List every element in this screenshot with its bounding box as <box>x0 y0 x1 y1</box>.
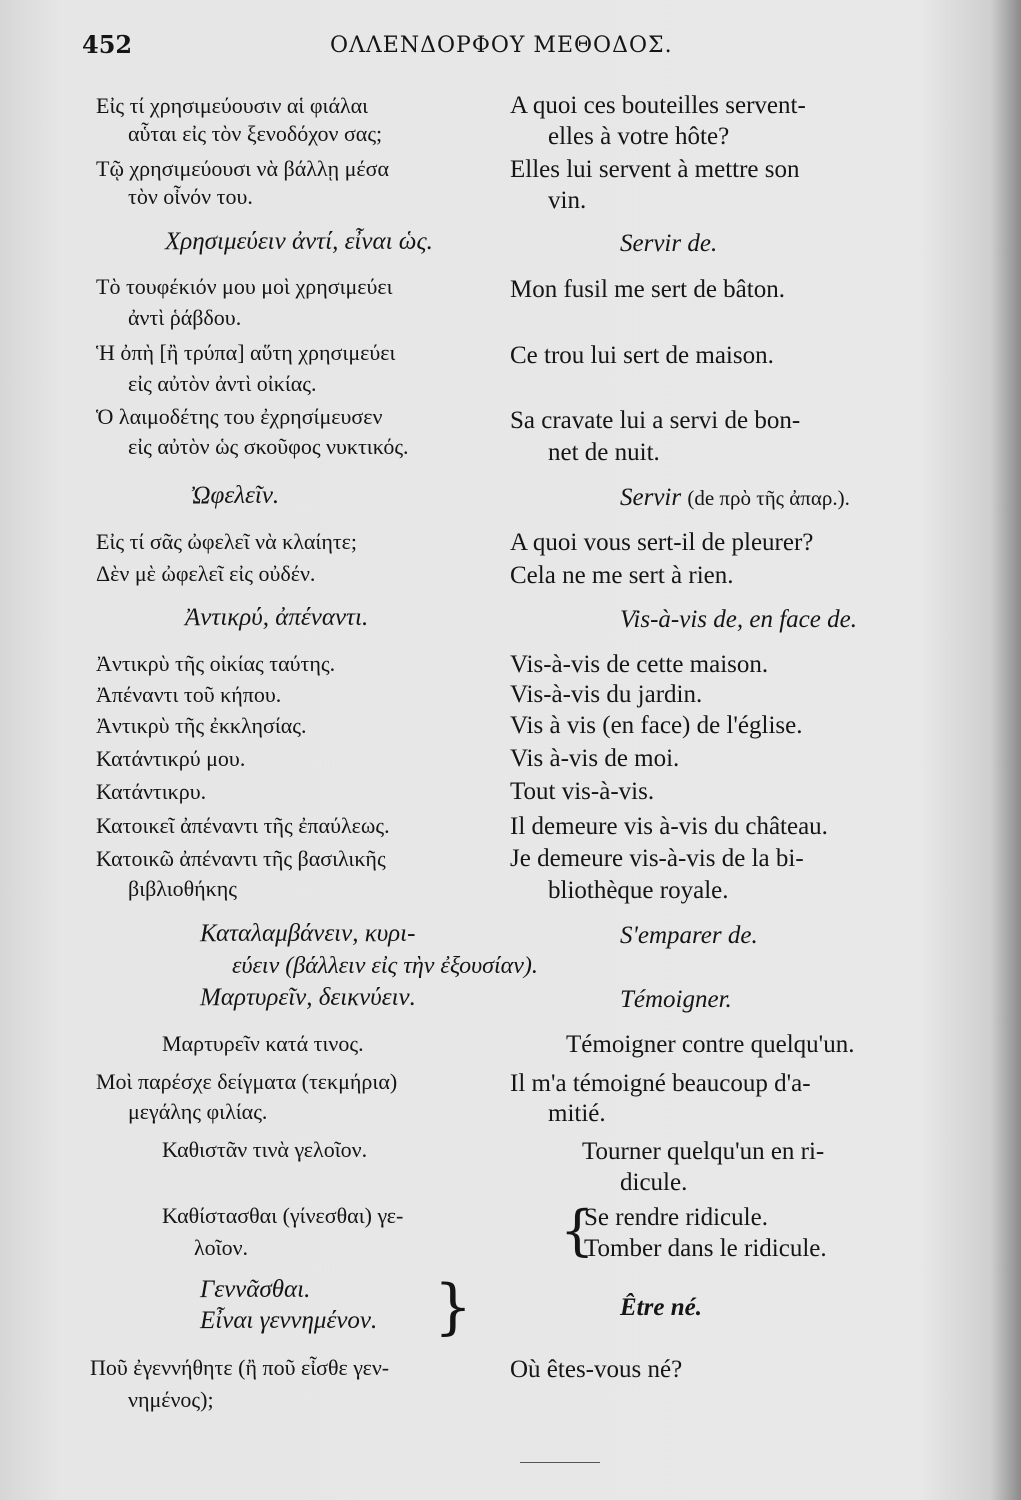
greek-line: Μοὶ παρέσχε δείγματα (τεκμήρια) <box>96 1069 398 1094</box>
footer-rule <box>520 1462 600 1463</box>
french-line: Cela ne me sert à rien. <box>510 562 734 589</box>
greek-line: λοῖον. <box>194 1235 249 1260</box>
french-line: Vis-à-vis du jardin. <box>510 681 703 708</box>
french-line: Tomber dans le ridicule. <box>584 1235 827 1262</box>
greek-line: Δὲν μὲ ὠφελεῖ εἰς οὐδέν. <box>96 561 316 586</box>
french-line: Tout vis-à-vis. <box>510 778 655 805</box>
greek-line: ἀντὶ ῥάβδου. <box>128 305 242 330</box>
french-line: dicule. <box>620 1169 688 1196</box>
french-line: Je demeure vis-à-vis de la bi- <box>510 845 804 872</box>
greek-line: Ἀντικρὺ τῆς οἰκίας ταύτης. <box>96 651 336 676</box>
greek-heading: Μαρτυρεῖν, δεικνύειν. <box>200 984 416 1011</box>
greek-line: Τῷ χρησιμεύουσι νὰ βάλλῃ μέσα <box>96 156 389 181</box>
french-line: Sa cravate lui a servi de bon- <box>510 407 801 434</box>
greek-heading: Καταλαμβάνειν, κυρι- <box>200 920 416 947</box>
greek-brace: } <box>434 1272 473 1342</box>
french-heading: Vis-à-vis de, en face de. <box>620 606 857 633</box>
french-line: bliothèque royale. <box>548 877 729 904</box>
french-line: A quoi vous sert-il de pleurer? <box>510 529 814 556</box>
greek-line: Καθίστασθαι (γίνεσθαι) γε- <box>162 1203 404 1228</box>
greek-line: μεγάλης φιλίας. <box>128 1099 268 1124</box>
french-line: Tourner quelqu'un en ri- <box>582 1138 825 1165</box>
greek-line: Ὁ λαιμοδέτης του ἐχρησίμευσεν <box>96 404 383 429</box>
french-line: Il m'a témoigné beaucoup d'a- <box>510 1070 811 1097</box>
french-brace: { <box>560 1199 595 1262</box>
french-note: (de πρὸ τῆς ἀπαρ.). <box>687 486 850 510</box>
greek-heading: Γεννᾶσθαι. <box>200 1276 311 1303</box>
french-line: net de nuit. <box>548 439 660 466</box>
greek-heading: Εἶναι γεννημένον. <box>200 1307 378 1334</box>
greek-line: εἰς αὐτὸν ὡς σκοῦφος νυκτικός. <box>128 434 409 459</box>
page-number: 452 <box>82 30 133 59</box>
greek-line: αὗται εἰς τὸν ξενοδόχον σας; <box>128 121 383 146</box>
french-line: Témoigner contre quelqu'un. <box>566 1031 855 1058</box>
greek-line: βιβλιοθήκης <box>128 876 237 901</box>
greek-line: Κατοικῶ ἀπέναντι τῆς βασιλικῆς <box>96 846 386 871</box>
french-line: Il demeure vis à-vis du château. <box>510 813 828 840</box>
french-heading: Servir de. <box>620 230 718 257</box>
greek-line: Τὸ τουφέκιόν μου μοὶ χρησιμεύει <box>96 274 393 299</box>
french-line: Elles lui servent à mettre son <box>510 156 800 183</box>
greek-line: νημένος); <box>128 1387 214 1412</box>
french-line: Vis-à-vis de cette maison. <box>510 651 769 678</box>
french-line: elles à votre hôte? <box>548 123 730 150</box>
greek-line: τὸν οἶνόν του. <box>128 184 253 209</box>
french-line: Où êtes-vous né? <box>510 1356 683 1383</box>
french-line: Mon fusil me sert de bâton. <box>510 276 785 303</box>
greek-line: Ἀντικρὺ τῆς ἐκκλησίας. <box>96 713 307 738</box>
greek-heading: Χρησιμεύειν ἀντί, εἶναι ὡς. <box>165 228 433 255</box>
greek-line: Καθιστᾶν τινὰ γελοῖον. <box>162 1137 368 1162</box>
running-title: ΟΛΛΕΝΔΟΡΦΟΥ ΜΕΘΟΔΟΣ. <box>330 33 673 58</box>
french-line: vin. <box>548 187 587 214</box>
greek-heading: Ἀντικρύ, ἀπέναντι. <box>185 604 369 631</box>
french-line: Vis à-vis de moi. <box>510 745 680 772</box>
greek-line: Εἰς τί σᾶς ὠφελεῖ νὰ κλαίητε; <box>96 529 358 554</box>
page-header <box>0 30 1021 70</box>
greek-heading: εύειν (βάλλειν εἰς τὴν ἐξουσίαν). <box>232 953 538 979</box>
french-heading-row <box>620 482 980 514</box>
french-heading: Être né. <box>620 1294 702 1321</box>
french-line: Se rendre ridicule. <box>584 1204 768 1231</box>
greek-line: Ἡ ὀπὴ [ἢ τρύπα] αὕτη χρησιμεύει <box>96 340 396 365</box>
greek-line: Ἀπέναντι τοῦ κήπου. <box>96 682 282 707</box>
french-line: Ce trou lui sert de maison. <box>510 342 774 369</box>
greek-line: εἰς αὐτὸν ἀντὶ οἰκίας. <box>128 371 317 396</box>
greek-line: Εἰς τί χρησιμεύουσιν αἱ φιάλαι <box>96 93 369 118</box>
french-line: Vis à vis (en face) de l'église. <box>510 712 803 739</box>
greek-line: Κατάντικρυ. <box>96 779 207 804</box>
french-line: mitié. <box>548 1100 606 1127</box>
greek-heading: Ὠφελεῖν. <box>190 482 280 509</box>
french-heading: S'emparer de. <box>620 922 758 949</box>
french-line: A quoi ces bouteilles servent- <box>510 92 806 119</box>
greek-line: Κατοικεῖ ἀπέναντι τῆς ἐπαύλεως. <box>96 813 390 838</box>
french-heading: Servir <box>620 484 682 511</box>
greek-line: Μαρτυρεῖν κατά τινος. <box>162 1031 364 1056</box>
greek-line: Κατάντικρύ μου. <box>96 746 246 771</box>
greek-line: Ποῦ ἐγεννήθητε (ἢ ποῦ εἶσθε γεν- <box>90 1355 390 1380</box>
french-heading: Témoigner. <box>620 986 732 1013</box>
